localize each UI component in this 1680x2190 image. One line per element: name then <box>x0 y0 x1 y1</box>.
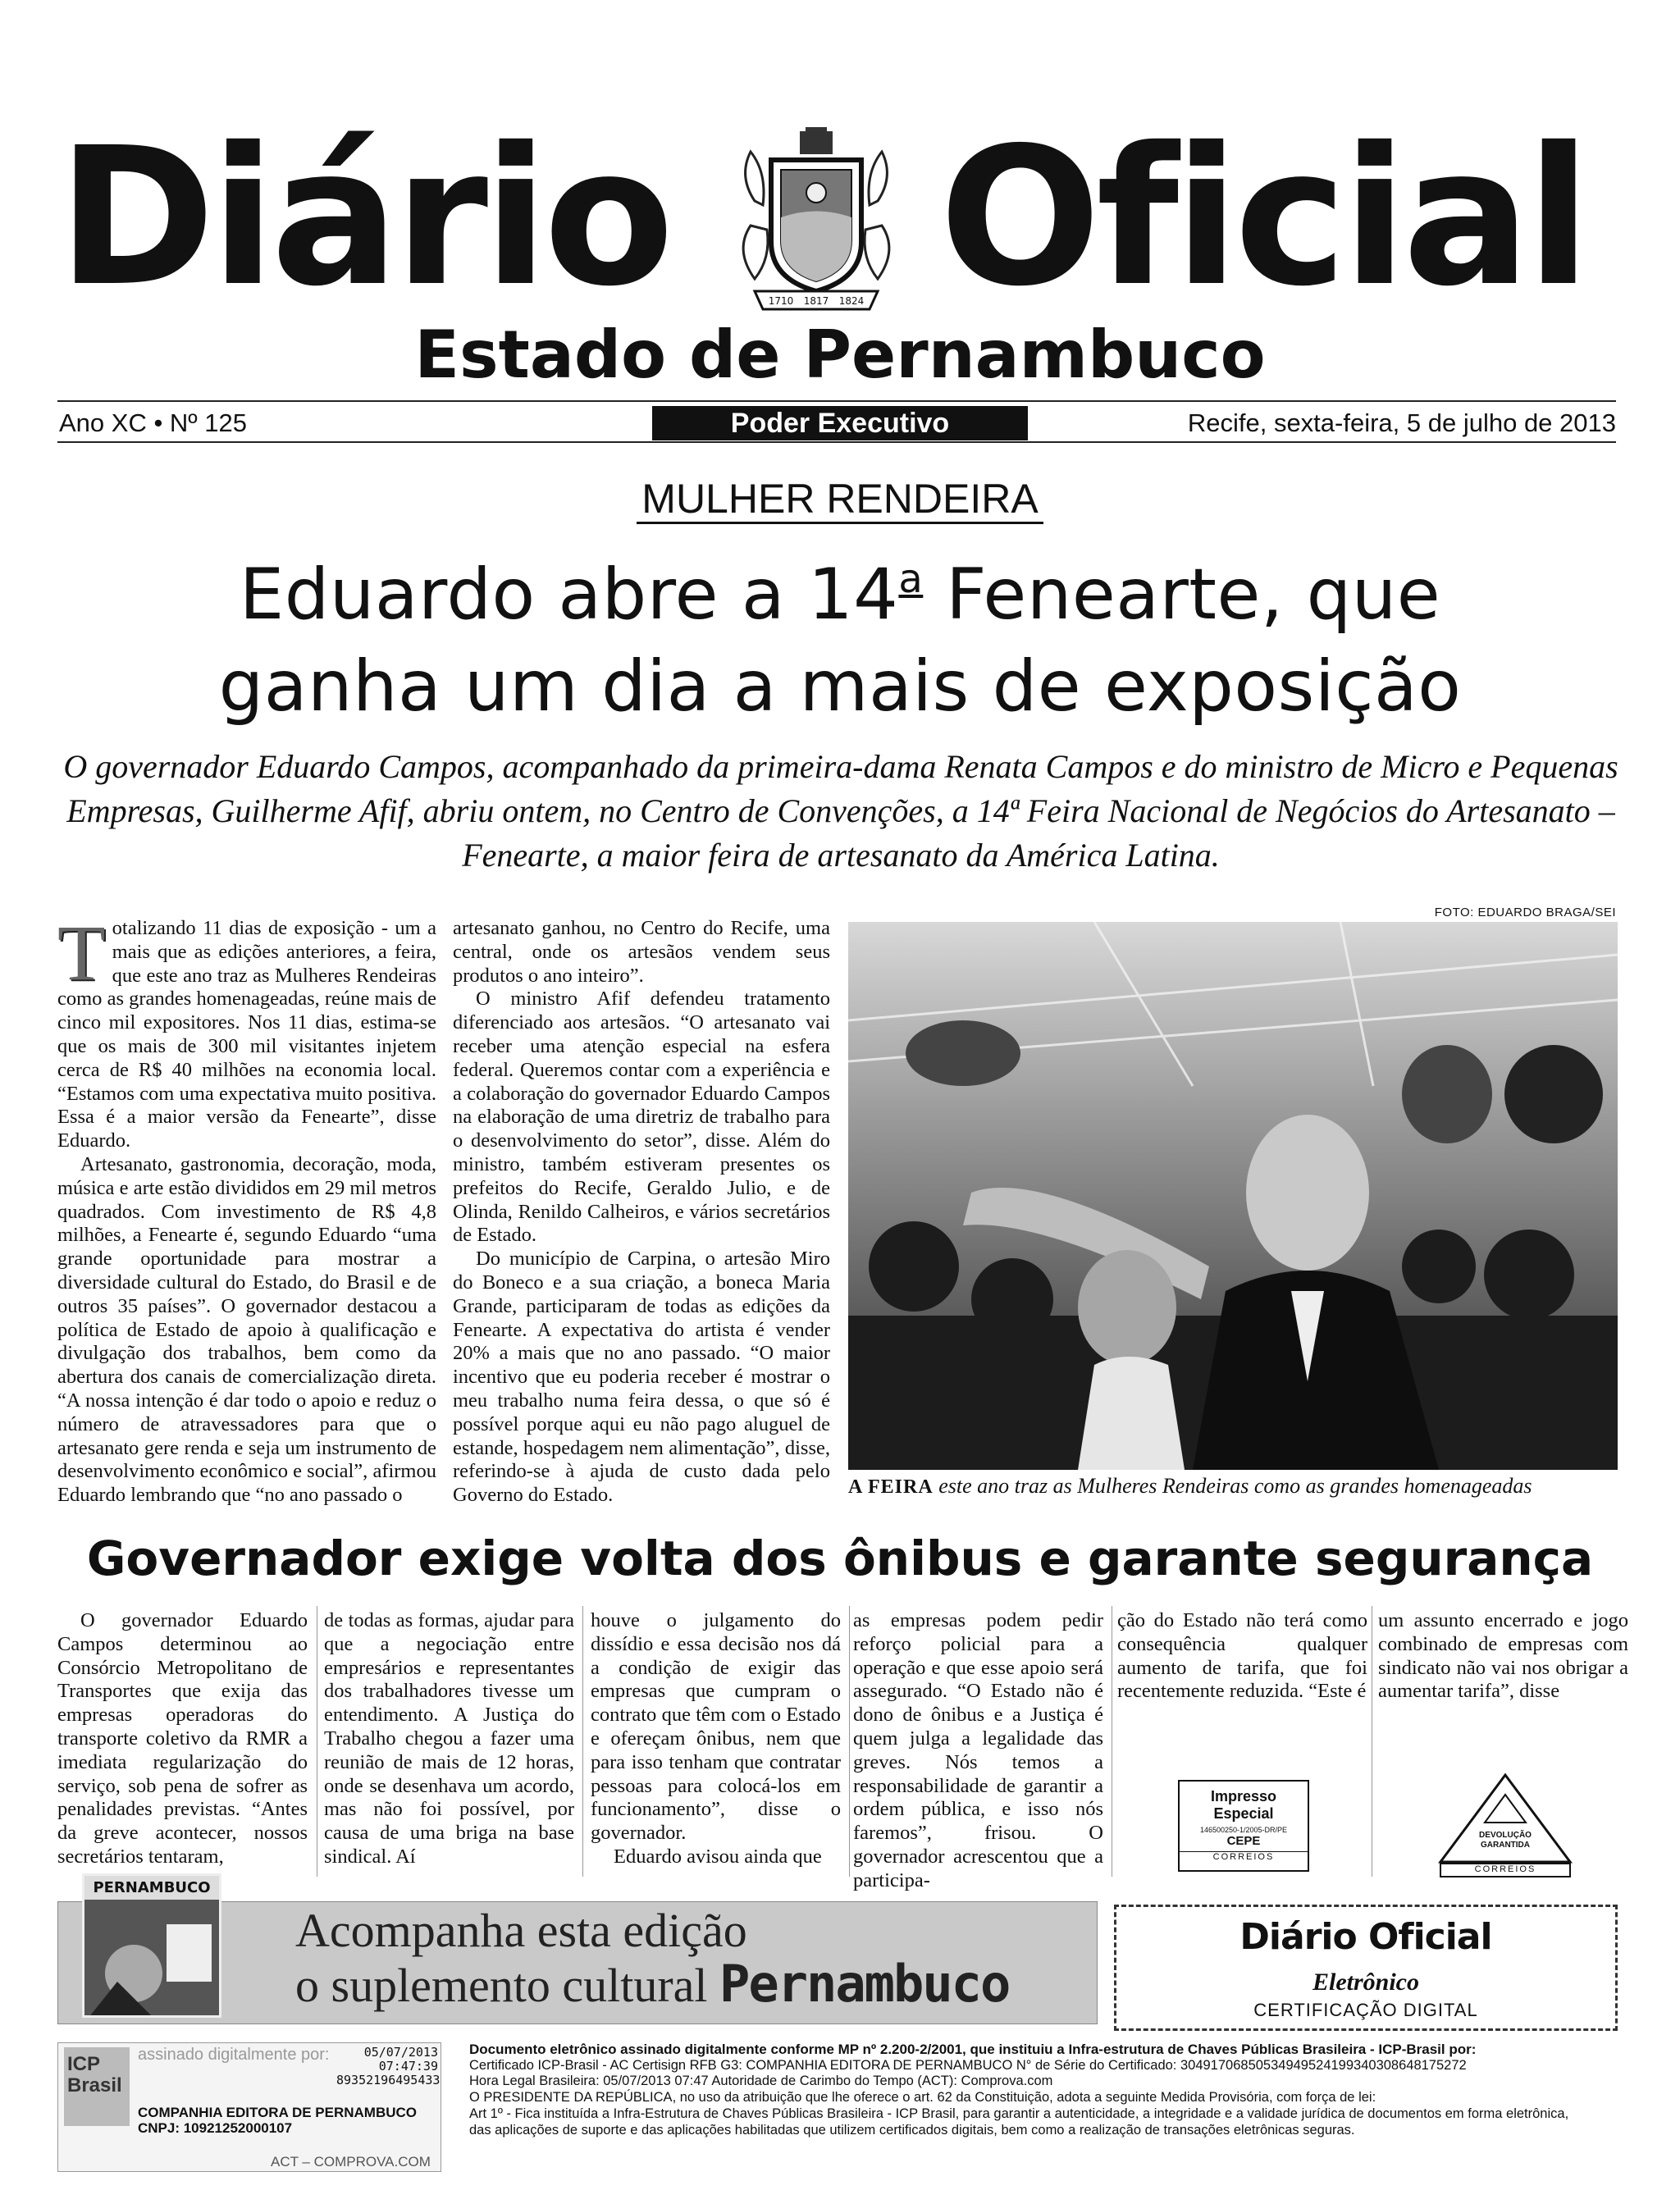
legal-line: Art 1º - Fica instituída a Infra-Estrutura de Chaves Públicas Brasileira - ICP Brasil, para garantir a autenticidade, a integridade e a validade jurídica de documentos em forma eletrônica, <box>469 2106 1569 2121</box>
stamp-devolucao-line1: DEVOLUÇÃO <box>1479 1831 1532 1840</box>
signature-cnpj: CNPJ: 10921252000107 <box>138 2120 293 2136</box>
second-headline: Governador exige volta dos ônibus e garante segurança <box>86 1531 1594 1586</box>
paragraph: as empresas podem pedir reforço policial para a operação e que esse apoio será assegurado. “O Estado não é dono de ônibus e a Justiça é quem julga a legalidade das greves. Nós temos a responsabilidade de garantir a ordem pública, e isso nós faremos”, frisou. O governador acrescentou que a participa- <box>853 1609 1103 1891</box>
paragraph: Artesanato, gastronomia, decoração, moda, música e arte estão divididos em 29 mil metros quadrados. Com investimento de R$ 4,8 milhões, a Fenearte é, segundo Eduardo “uma grande oportunidade para mostrar a diversidade cultural do Estado, do Brasil e de outros 35 países”. O governador destacou a política de Estado de apoio à qualificação e divulgação dos trabalhos, bem como da abertura dos canais de comercialização direta. “A nossa intenção é dar todo o apoio e reduz o número de atravessadores para que o artesanato gere renda e seja um instrumento de desenvolvimento econômico e social”, afirmou Eduardo lembrando que “no ano passado o <box>57 1152 436 1507</box>
main-headline <box>33 533 1647 732</box>
legal-line: Hora Legal Brasileira: 05/07/2013 07:47 Autoridade de Carimbo do Tempo (ACT): Comprova.com <box>469 2074 1053 2089</box>
column-divider <box>582 1606 583 1877</box>
state-crest-icon <box>730 127 902 316</box>
supplement-cover <box>82 1873 221 2018</box>
legal-line: Certificado ICP-Brasil - AC Certisign RFB G3: COMPANHIA EDITORA DE PERNAMBUCO N° de Série do Certificado: 30491706850534949524199340308648175272 <box>469 2057 1467 2073</box>
paragraph: de todas as formas, ajudar para que a negociação entre empresários e representantes dos trabalhadores tivesse um entendimento. A Justiça do Trabalho chegou a fazer uma reunião de mais de 12 horas, onde se desenhava um acordo, mas não foi possível, por causa de uma briga na base sindical. Aí <box>324 1609 574 1868</box>
second-story-column-4 <box>853 1609 1103 1893</box>
signature-label: assinado digitalmente por: <box>138 2046 330 2064</box>
devolucao-garantida-stamp <box>1437 1772 1573 1878</box>
stamp-line1: Impresso <box>1210 1788 1277 1804</box>
second-story-column-3 <box>591 1609 841 1869</box>
legal-line: Documento eletrônico assinado digitalmente conforme MP nº 2.200-2/2001, que instituiu a Infra-estrutura de Chaves Públicas Brasileira - ICP-Brasil por: <box>469 2042 1477 2057</box>
stamp-devolucao-footer: CORREIOS <box>1474 1864 1536 1874</box>
triangle-stamp-icon <box>1437 1772 1573 1878</box>
headline-line2: ganha um dia a mais de exposição <box>218 646 1462 728</box>
branch-badge: Poder Executivo <box>652 406 1028 440</box>
signature-company-name: COMPANHIA EDITORA DE PERNAMBUCO <box>138 2105 418 2120</box>
story-column-1 <box>57 909 436 1508</box>
second-story-column-1 <box>57 1609 308 1869</box>
column-divider <box>849 1606 850 1877</box>
story-kicker <box>0 474 1680 523</box>
signature-meta <box>336 2045 441 2087</box>
certification-label: CERTIFICAÇÃO DIGITAL <box>1253 2000 1478 2020</box>
drop-cap: T <box>57 909 106 997</box>
paragraph: Eduardo avisou ainda que <box>614 1845 822 1868</box>
paragraph: Do município de Carpina, o artesão Miro do Boneco e a sua criação, a boneca Maria Grande, participaram de todas as edições da Fenearte. A expectativa do artista é vender 20% a mais que no ano passado. “O maior incentivo que eu poderia receber é mostrar o meu trabalho numa feira dessa, o que só é possível porque aqui eu não pago aluguel de estande, hospedagem nem alimentação”, disse, referindo-se à ajuda de custo dada pelo Governo do Estado. <box>453 1248 830 1507</box>
second-story-column-6 <box>1378 1609 1628 1704</box>
masthead-rule-top <box>57 400 1616 402</box>
icp-logo-text: ICP Brasil <box>67 2053 122 2096</box>
headline-ordinal: a <box>898 556 924 602</box>
certification-title: Diário Oficial <box>1239 1916 1492 1958</box>
signature-act: ACT – COMPROVA.COM <box>271 2154 431 2169</box>
photo-caption <box>848 1473 1618 1500</box>
supplement-line2 <box>295 1955 1009 2014</box>
stamp-org: CEPE <box>1226 1834 1261 1848</box>
icp-brasil-logo <box>64 2047 130 2126</box>
headline-line1-post: Fenearte, que <box>923 554 1441 636</box>
paragraph: O ministro Afif defendeu tratamento diferenciado aos artesãos. “O artesanato vai receber uma atenção especial na esfera federal. Queremos contar com a experiência e a colaboração do governador Eduardo Campos na elaboração de uma diretriz de trabalho para o desenvolvimento do setor”, disse. Além do ministro, também estiveram presentes os prefeitos do Recife, Geraldo Julio, e de Olinda, Renildo Calheiros, e vários secretários de Estado. <box>453 988 830 1247</box>
crest-year-3: 1824 <box>838 295 865 307</box>
paragraph: ção do Estado não terá como consequência qualquer aumento de tarifa, que foi recentemente reduzida. “Este é <box>1117 1609 1367 1703</box>
signature-company <box>138 2105 417 2136</box>
stamp-line2: Especial <box>1213 1805 1274 1822</box>
news-photo <box>848 922 1618 1470</box>
story-column-2 <box>453 917 830 1508</box>
stamp-devolucao-line2: GARANTIDA <box>1481 1841 1530 1850</box>
legal-line: O PRESIDENTE DA REPÚBLICA, no uso da atribuição que lhe oferece o art. 62 da Constituição, adota a seguinte Medida Provisória, com força de lei: <box>469 2090 1376 2106</box>
crest-year-2: 1817 <box>803 295 829 307</box>
stamp-footer: CORREIOS <box>1180 1851 1308 1862</box>
story-kicker-text: MULHER RENDEIRA <box>637 476 1043 524</box>
supplement-brand: Pernambuco <box>719 1954 1010 2014</box>
second-story-column-2 <box>324 1609 574 1869</box>
edition-number: Ano XC • Nº 125 <box>59 408 247 437</box>
paragraph: houve o julgamento do dissídio e essa decisão nos dá a condição de exigir das empresas que cumpram o contrato que têm com o Estado e ofereçam ônibus, nem que para isso tenham que contratar pessoas para colocá-los em funcionamento”, disse o governador. <box>591 1609 841 1845</box>
impresso-especial-stamp <box>1178 1780 1309 1872</box>
supplement-line2-text: o suplemento cultural <box>295 1959 720 2012</box>
paragraph: artesanato ganhou, no Centro do Recife, uma central, onde os artesãos vendem seus produtos o ano inteiro”. <box>453 917 830 987</box>
masthead-subtitle: Estado de Pernambuco <box>414 317 1266 393</box>
masthead-title-left: Diário <box>57 107 669 328</box>
certification-subtitle: Eletrônico <box>1312 1969 1419 1996</box>
supplement-cover-title: PERNAMBUCO <box>84 1876 219 1900</box>
stamp-code: 146500250-1/2005-DR/PE <box>1199 1826 1288 1834</box>
masthead-rule-bottom <box>57 441 1616 443</box>
legal-notice <box>469 2042 1618 2138</box>
dateline: Recife, sexta-feira, 5 de julho de 2013 <box>1187 408 1616 437</box>
caption-text: este ano traz as Mulheres Rendeiras como as grandes homenageadas <box>933 1474 1532 1498</box>
paragraph <box>57 909 436 1153</box>
headline-line1-pre: Eduardo abre a 14 <box>239 554 899 636</box>
photo-credit: FOTO: EDUARDO BRAGA/SEI <box>1434 906 1616 919</box>
legal-line: das aplicações de suporte e das aplicações habilitadas que utilizem certificados digitais, bem como a realização de transações eletrônicas seguras. <box>469 2122 1355 2138</box>
crest-year-1: 1710 <box>768 295 794 307</box>
signature-date: 05/07/2013 <box>363 2045 438 2060</box>
signature-serial: 89352196495433 <box>336 2073 441 2087</box>
paragraph-text: otalizando 11 dias de exposição - um a mais que as edições anteriores, a feira, que este ano traz as Mulheres Rendeiras como as grandes homenageadas, reúne mais de cinco mil expositores. Nos 11 dias, estima-se que os mais de 300 mil visitantes injetem cerca de R$ 40 milhões na economia local. “Estamos com uma expectativa muito positiva. Essa é a maior versão da Fenearte”, disse Eduardo. <box>57 917 436 1152</box>
supplement-line1: Acompanha esta edição <box>295 1904 747 1957</box>
caption-lead: A FEIRA <box>848 1476 934 1498</box>
masthead-title-right: Oficial <box>939 107 1586 328</box>
story-deck: O governador Eduardo Campos, acompanhado da primeira-dama Renata Campos e do ministro de Micro e Pequenas Empresas, Guilherme Afif, abriu ontem, no Centro de Convenções, a 14ª Feira Nacional de Negócios do Artesanato – Fenearte, a maior feira de artesanato da América Latina. <box>63 748 1618 874</box>
supplement-cover-art-icon <box>84 1900 221 2018</box>
paragraph: O governador Eduardo Campos determinou ao Consórcio Metropolitano de Transportes que exija das empresas operadoras do transporte coletivo da RMR a imediata regularização do serviço, sob pena de sofrer as penalidades previstas. “Antes da greve acontecer, nossos secretários tentaram, <box>57 1609 308 1868</box>
signature-time: 07:47:39 <box>378 2059 438 2074</box>
paragraph: um assunto encerrado e jogo combinado de empresas com sindicato não vai nos obrigar a aumentar tarifa”, disse <box>1378 1609 1628 1703</box>
second-story-column-5 <box>1117 1609 1367 1704</box>
